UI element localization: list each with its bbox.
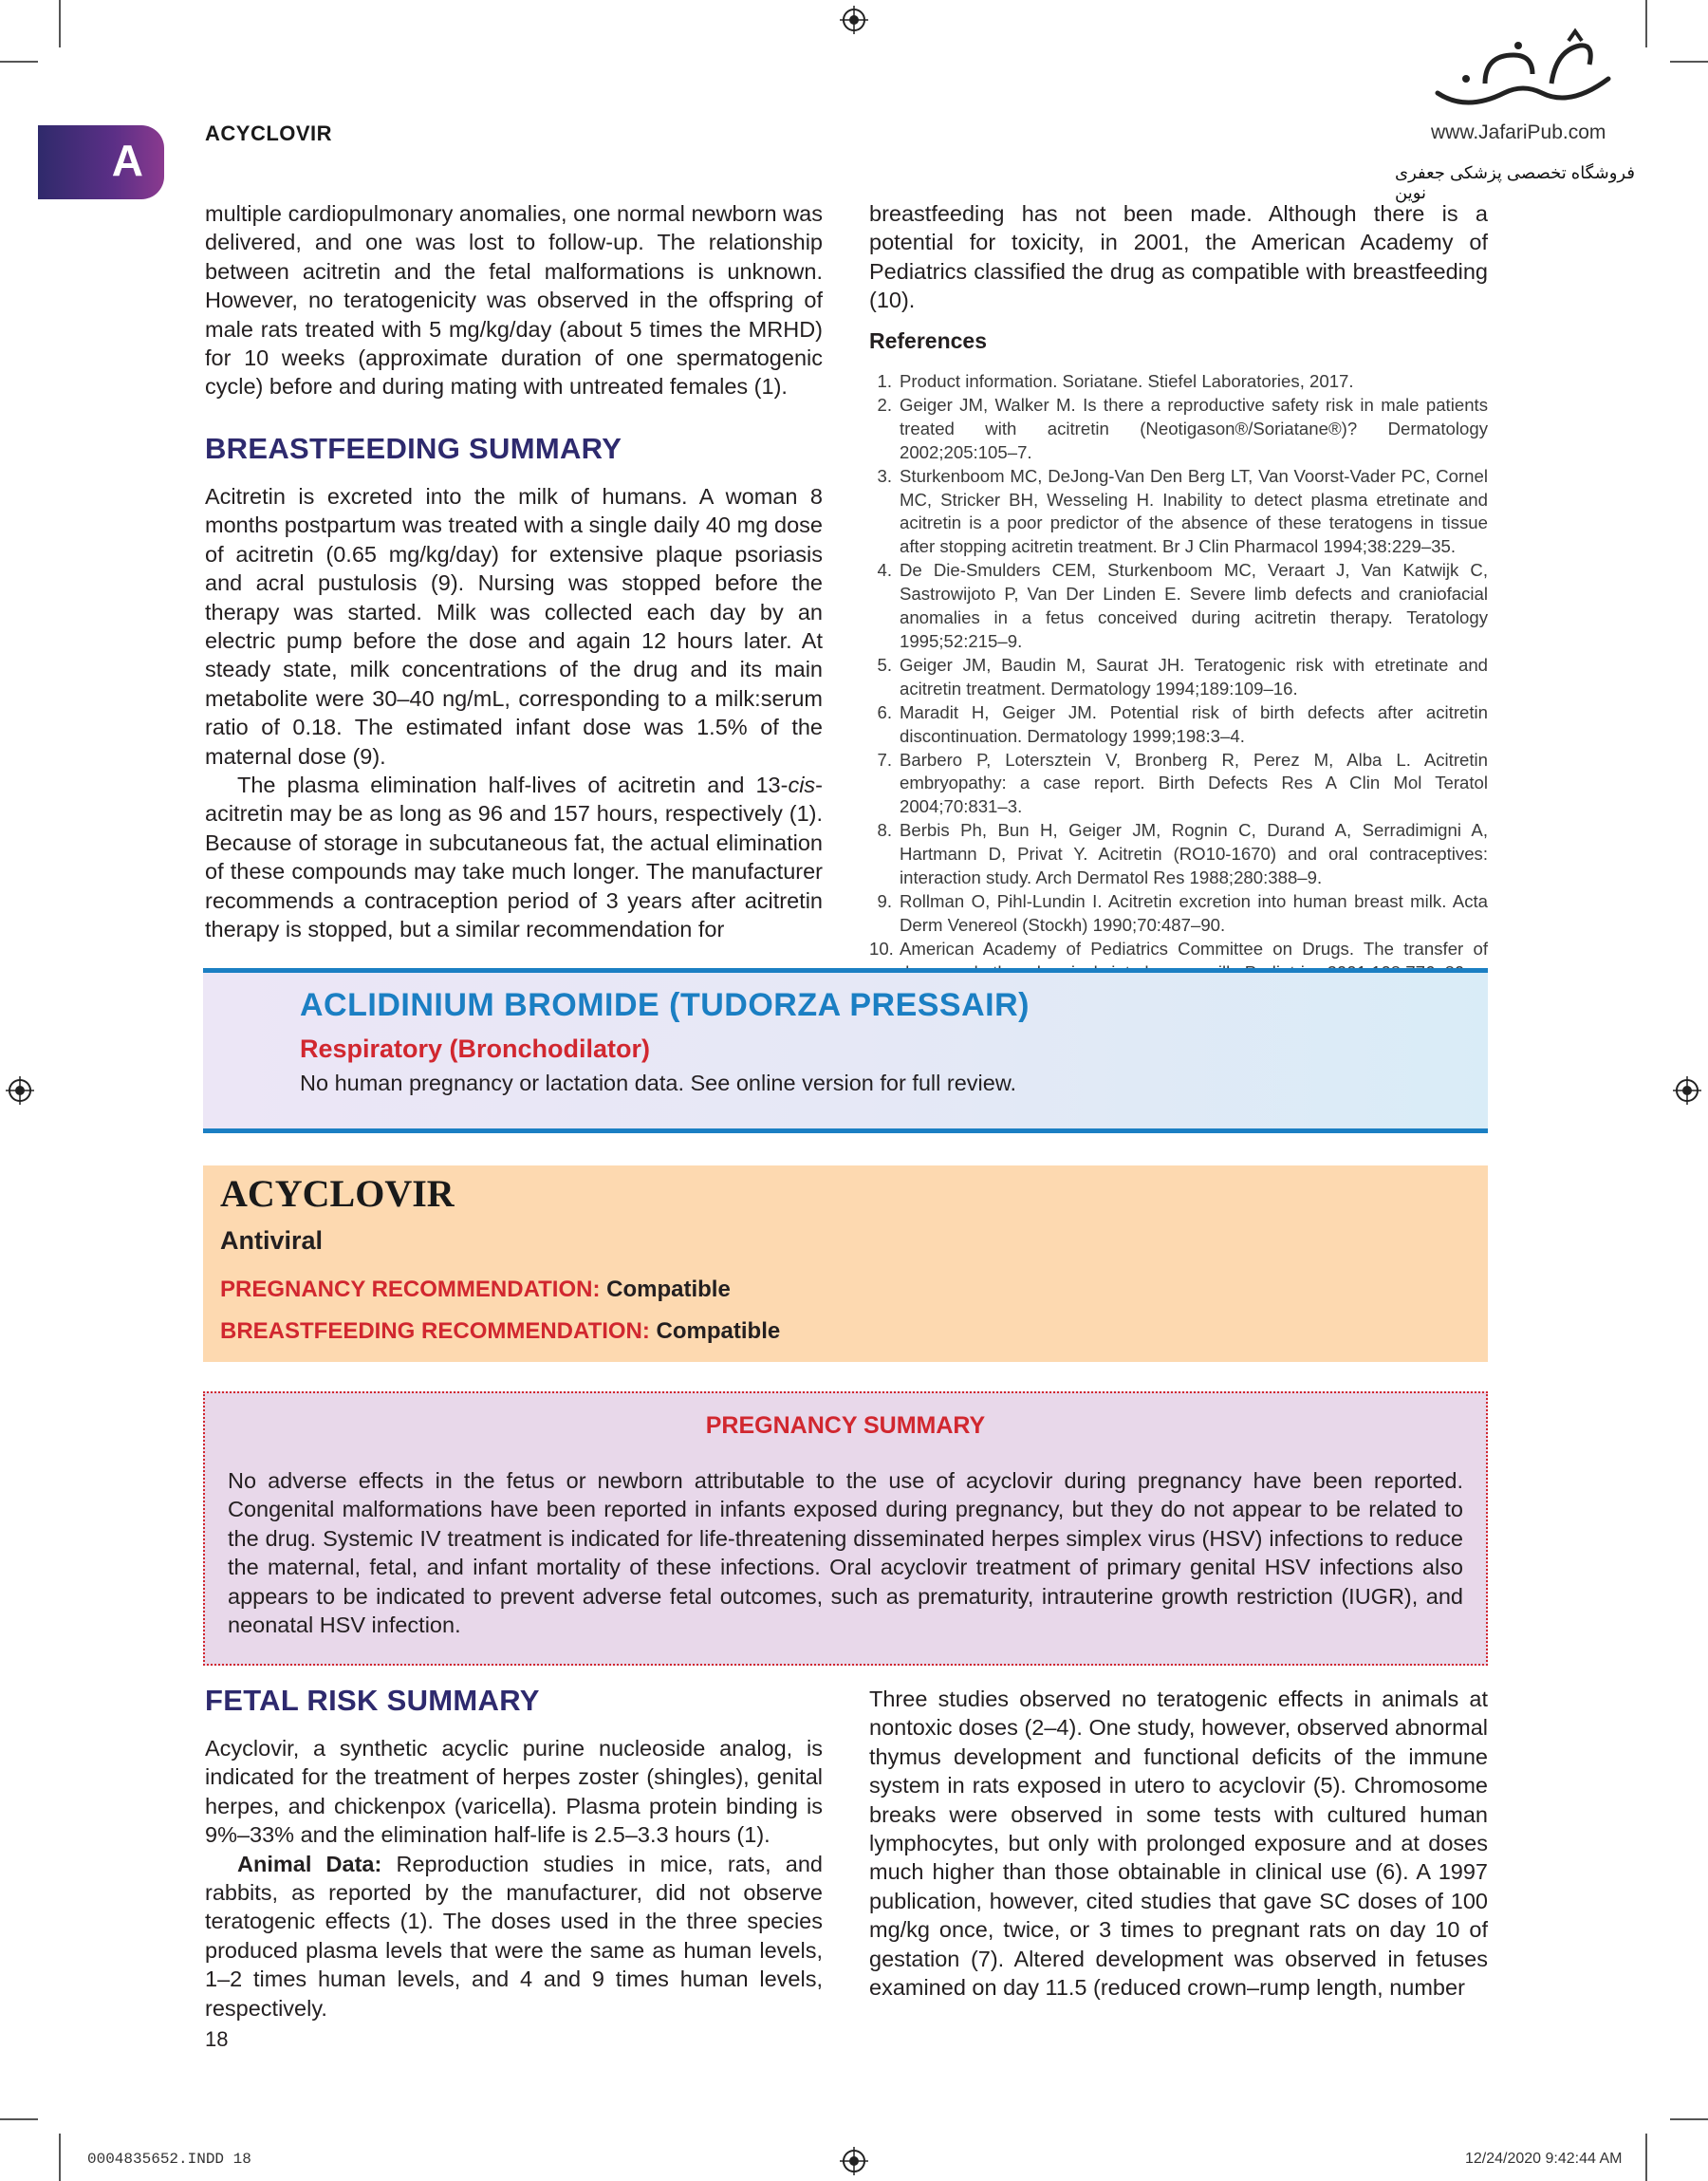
reference-item — [869, 654, 1488, 701]
reference-text: Berbis Ph, Bun H, Geiger JM, Rognin C, Durand A, Serradimigni A, Hartmann D, Privat Y. Acitretin (RO10-1670) and oral contraceptives: interaction study. Arch Dermatol Res 1988;280:388–9. — [900, 820, 1488, 888]
reference-item — [869, 394, 1488, 465]
print-timestamp: 12/24/2020 9:42:44 AM — [1465, 2151, 1623, 2167]
crop-mark — [1645, 0, 1647, 47]
left-column-fetal-risk — [205, 1734, 823, 2023]
section-heading: FETAL RISK SUMMARY — [205, 1684, 540, 1717]
drug-title: ACLIDINIUM BROMIDE (TUDORZA PRESSAIR) — [300, 987, 1030, 1023]
drug-note: No human pregnancy or lactation data. See online version for full review. — [300, 1071, 1017, 1095]
reference-text: Sturkenboom MC, DeJong-Van Den Berg LT, Van Voorst-Vader PC, Cornel MC, Stricker BH, Wesseling H. Inability to detect plasma etretinate and acitretin is a poor predictor of the absence of these teratogens in tissue after stopping acitretin treatment. Br J Clin Pharmacol 1994;38:229–35. — [900, 465, 1488, 557]
reference-number: 4. — [877, 560, 892, 581]
crop-mark — [59, 2134, 61, 2181]
reference-item — [869, 559, 1488, 654]
reference-text: Geiger JM, Baudin M, Saurat JH. Teratogenic risk with etretinate and acitretin treatment. Dermatology 1994;189:109–16. — [900, 654, 1488, 699]
reference-text: De Die-Smulders CEM, Sturkenboom MC, Veraart J, Van Katwijk C, Sastrowijoto P, Van Der Linden E. Severe limb defects and craniofacial anomalies in a fetus conceived during acitretin therapy. Teratology 1995;52:215–9. — [900, 560, 1488, 651]
reference-number: 3. — [877, 465, 892, 486]
body-paragraph: Three studies observed no teratogenic effects in animals at nontoxic doses (2–4). One study, however, observed abnormal thymus development and functional deficits of the immune system in rats exposed in utero to acyclovir (5). Chromosome breaks were observed in some tests with cultured human lymphocytes, but only with prolonged exposure and at doses much higher than those obtainable in clinical use (6). A 1997 publication, however, cited studies that gave SC doses of 100 mg/kg once, twice, or 3 times to pregnant rats on day 10 of gestation (7). Altered development was observed in fetuses examined on day 11.5 (reduced crown–rump length, number — [869, 1687, 1488, 2001]
crop-mark — [1645, 2134, 1647, 2181]
print-slug: 0004835652.INDD 18 — [87, 2151, 251, 2168]
reference-item — [869, 701, 1488, 749]
body-paragraph: Acitretin is excreted into the milk of humans. A woman 8 months postpartum was treated with a single daily 40 mg dose of acitretin (0.65 mg/kg/day) for extensive plaque psoriasis and acral pustulosis (9). Nursing was stopped before the therapy was started. Milk was collected each day by an electric pump before the dose and again 12 hours later. At steady state, milk concentrations of the drug and its main metabolite were 30–40 ng/mL, corresponding to a milk:serum ratio of 0.18. The estimated infant dose was 1.5% of the maternal dose (9). — [205, 484, 823, 769]
reference-text: American Academy of Pediatrics Committee on Drugs. The transfer of — [900, 938, 1488, 959]
right-column-top — [869, 199, 1488, 315]
reference-text: Product information. Soriatane. Stiefel Laboratories, 2017. — [900, 371, 1354, 391]
reference-number: 8. — [877, 820, 892, 841]
reference-number: 1. — [877, 371, 892, 391]
reference-text: Geiger JM, Walker M. Is there a reproductive safety risk in male patients treated with acitretin (Neotigason®/Soriatane®)? Dermatology 2002;205:105–7. — [900, 394, 1488, 462]
registration-mark-icon — [840, 2147, 868, 2175]
registration-mark-icon — [6, 1076, 34, 1105]
registration-mark-icon — [840, 6, 868, 34]
reference-number: 5. — [877, 654, 892, 675]
publisher-logo — [1428, 27, 1618, 121]
section-heading: BREASTFEEDING SUMMARY — [205, 432, 622, 465]
publisher-tagline: فروشگاه تخصصی پزشکی جعفری نوین — [1395, 163, 1635, 202]
body-paragraph: breastfeeding has not been made. Although there is a potential for toxicity, in 2001, the American Academy of Pediatrics classified the drug as compatible with breastfeeding (10). — [869, 201, 1488, 313]
drug-class: Respiratory (Bronchodilator) — [300, 1035, 651, 1063]
crop-mark — [1670, 2118, 1708, 2120]
drug-class: Antiviral — [220, 1226, 324, 1255]
references-list — [869, 370, 1488, 985]
pregnancy-recommendation: PREGNANCY RECOMMENDATION: Compatible — [220, 1277, 731, 1302]
running-head: ACYCLOVIR — [205, 121, 333, 145]
reference-item — [869, 749, 1488, 820]
page-number: 18 — [205, 2027, 229, 2051]
body-paragraph: Animal Data: Reproduction studies in mice, rats, and rabbits, as reported by the manufacturer, did not observe teratogenic effects (1). The doses used in the three species produced plasma levels that were the same as human levels, 1–2 times human levels, and 4 and 9 times human levels, respectively. — [205, 1851, 823, 2021]
reference-item — [869, 819, 1488, 890]
registration-mark-icon — [1673, 1076, 1701, 1105]
crop-mark — [0, 2118, 38, 2120]
reference-item — [869, 890, 1488, 938]
reference-item — [869, 370, 1488, 394]
publisher-url: www.JafariPub.com — [1431, 121, 1606, 143]
reference-text: Barbero P, Lotersztein V, Bronberg R, Perez M, Alba L. Acitretin embryopathy: a case report. Birth Defects Res A Clin Mol Teratol 2004;70:831–3. — [900, 749, 1488, 817]
body-paragraph: Acyclovir, a synthetic acyclic purine nucleoside analog, is indicated for the treatment of herpes zoster (shingles), genital herpes, and chickenpox (varicella). Plasma protein binding is 9%–33% and the elimination half-life is 2.5–3.3 hours (1). — [205, 1736, 823, 1848]
section-tab-letter: A — [111, 136, 143, 185]
reference-item — [869, 465, 1488, 560]
right-column-fetal-risk — [869, 1685, 1488, 2002]
reference-number: 2. — [877, 394, 892, 415]
body-paragraph: The plasma elimination half-lives of acitretin and 13-cis-acitretin may be as long as 96 and 157 hours, respectively (1). Because of storage in subcutaneous fat, the actual elimination of these compounds may take much longer. The manufacturer recommends a contraception period of 3 years after acitretin therapy is stopped, but a similar recommendation for — [205, 773, 823, 942]
breastfeeding-recommendation: BREASTFEEDING RECOMMENDATION: Compatible — [220, 1318, 781, 1344]
left-column-top — [205, 199, 823, 401]
crop-mark — [0, 61, 38, 63]
reference-number: 10. — [869, 938, 894, 959]
reference-text: Rollman O, Pihl-Lundin I. Acitretin excretion into human breast milk. Acta Derm Venereol (Stockh) 1990;70:487–90. — [900, 890, 1488, 935]
pregnancy-summary-text: No adverse effects in the fetus or newborn attributable to the use of acyclovir during pregnancy have been reported. Congenital malformations have been reported in infants exposed during pregnancy, but they do not appear to be related to the drug. Systemic IV treatment is indicated for life-threatening disseminated herpes simplex virus (HSV) infections to reduce the maternal, fetal, and infant mortality of these infections. Oral acyclovir treatment of primary genital HSV infections also appears to be indicated to prevent adverse fetal outcomes, such as prematurity, intrauterine growth restriction (IUGR), and neonatal HSV infection. — [228, 1468, 1463, 1638]
left-column-breastfeeding — [205, 482, 823, 944]
reference-number: 7. — [877, 749, 892, 770]
references-heading: References — [869, 328, 988, 353]
reference-text: Maradit H, Geiger JM. Potential risk of birth defects after acitretin discontinuation. Dermatology 1999;198:3–4. — [900, 701, 1488, 746]
reference-number: 6. — [877, 701, 892, 722]
section-tab — [38, 125, 164, 199]
body-paragraph: multiple cardiopulmonary anomalies, one normal newborn was delivered, and one was lost to follow-up. The relationship between acitretin and the fetal malformations is unknown. However, no teratogenicity was observed in the offspring of male rats treated with 5 mg/kg/day (about 5 times the MRHD) for 10 weeks (approximate duration of one spermatogenic cycle) before and during mating with untreated females (1). — [205, 201, 823, 400]
reference-number: 9. — [877, 890, 892, 911]
crop-mark — [1670, 61, 1708, 63]
crop-mark — [59, 0, 61, 47]
drug-title: ACYCLOVIR — [220, 1172, 455, 1215]
pregnancy-summary-heading: PREGNANCY SUMMARY — [705, 1412, 986, 1439]
